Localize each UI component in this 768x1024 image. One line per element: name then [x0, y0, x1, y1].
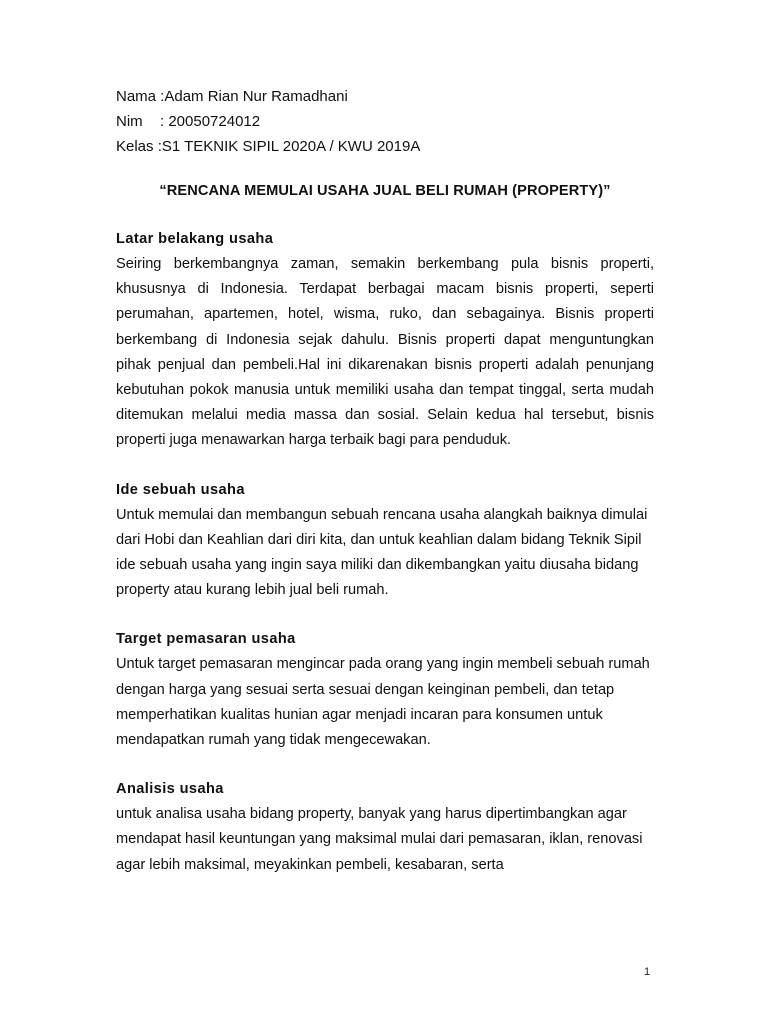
page-number: 1 — [644, 966, 651, 978]
section-body: Untuk memulai dan membangun sebuah rencana usaha alangkah baiknya dimulai dari Hobi dan Keahlian dari diri kita, dan untuk keahlian dalam bidang Teknik Sipil ide sebuah usaha yang ingin saya miliki dan dikembangkan yaitu diusaha bidang property atau kurang lebih jual beli rumah. — [116, 506, 648, 599]
section-latar-belakang — [116, 227, 654, 454]
student-id: : 20050724012 — [160, 113, 261, 130]
section-body: Untuk target pemasaran mengincar pada orang yang ingin membeli sebuah rumah dengan harga yang sesuai serta sesuai dengan keinginan pembeli, dan tetap memperhatikan kualitas hunian agar menjadi incaran para konsumen untuk mendapatkan rumah yang tidak mengecewakan. — [116, 656, 650, 749]
student-id-line — [116, 109, 654, 134]
section-body: untuk analisa usaha bidang property, banyak yang harus dipertimbangkan agar mendapat hasil keuntungan yang maksimal mulai dari pemasaran, iklan, renovasi agar lebih maksimal, meyakinkan pembeli, kesabaran, serta — [116, 806, 643, 873]
document-title: “RENCANA MEMULAI USAHA JUAL BELI RUMAH (PROPERTY)” — [159, 183, 611, 199]
section-heading: Ide sebuah usaha — [116, 481, 245, 498]
section-analisis-usaha — [116, 777, 654, 878]
class-value: S1 TEKNIK SIPIL 2020A / KWU 2019A — [161, 138, 421, 155]
document-content — [116, 84, 654, 878]
section-heading: Analisis usaha — [116, 781, 224, 798]
class-label: Kelas : — [116, 138, 162, 155]
section-heading: Latar belakang usaha — [116, 231, 274, 247]
class-line — [116, 134, 654, 159]
section-heading: Target pemasaran usaha — [116, 631, 296, 648]
section-ide-usaha — [116, 478, 654, 604]
student-name: Adam Rian Nur Ramadhani — [164, 88, 348, 105]
name-label: Nama : — [116, 88, 165, 105]
student-name-line — [116, 84, 654, 109]
student-id-label: Nim — [116, 113, 143, 130]
section-target-pemasaran — [116, 627, 654, 753]
section-body: Seiring berkembangnya zaman, semakin berkembang pula bisnis properti, khususnya di Indonesia. Terdapat berbagai macam bisnis properti, seperti perumahan, apartemen, hotel, wisma, ruko, dan sebagainya. Bisnis properti berkembang di Indonesia sejak dahulu. Bisnis properti dapat menguntungkan pihak penjual dan pembeli.Hal ini dikarenakan bisnis properti adalah penunjang kebutuhan pokok manusia untuk memiliki usaha dan tempat tinggal, serta mudah ditemukan melalui media massa dan sosial. Selain kedua hal tersebut, bisnis properti juga menawarkan harga terbaik bagi para penduduk. — [116, 256, 654, 449]
